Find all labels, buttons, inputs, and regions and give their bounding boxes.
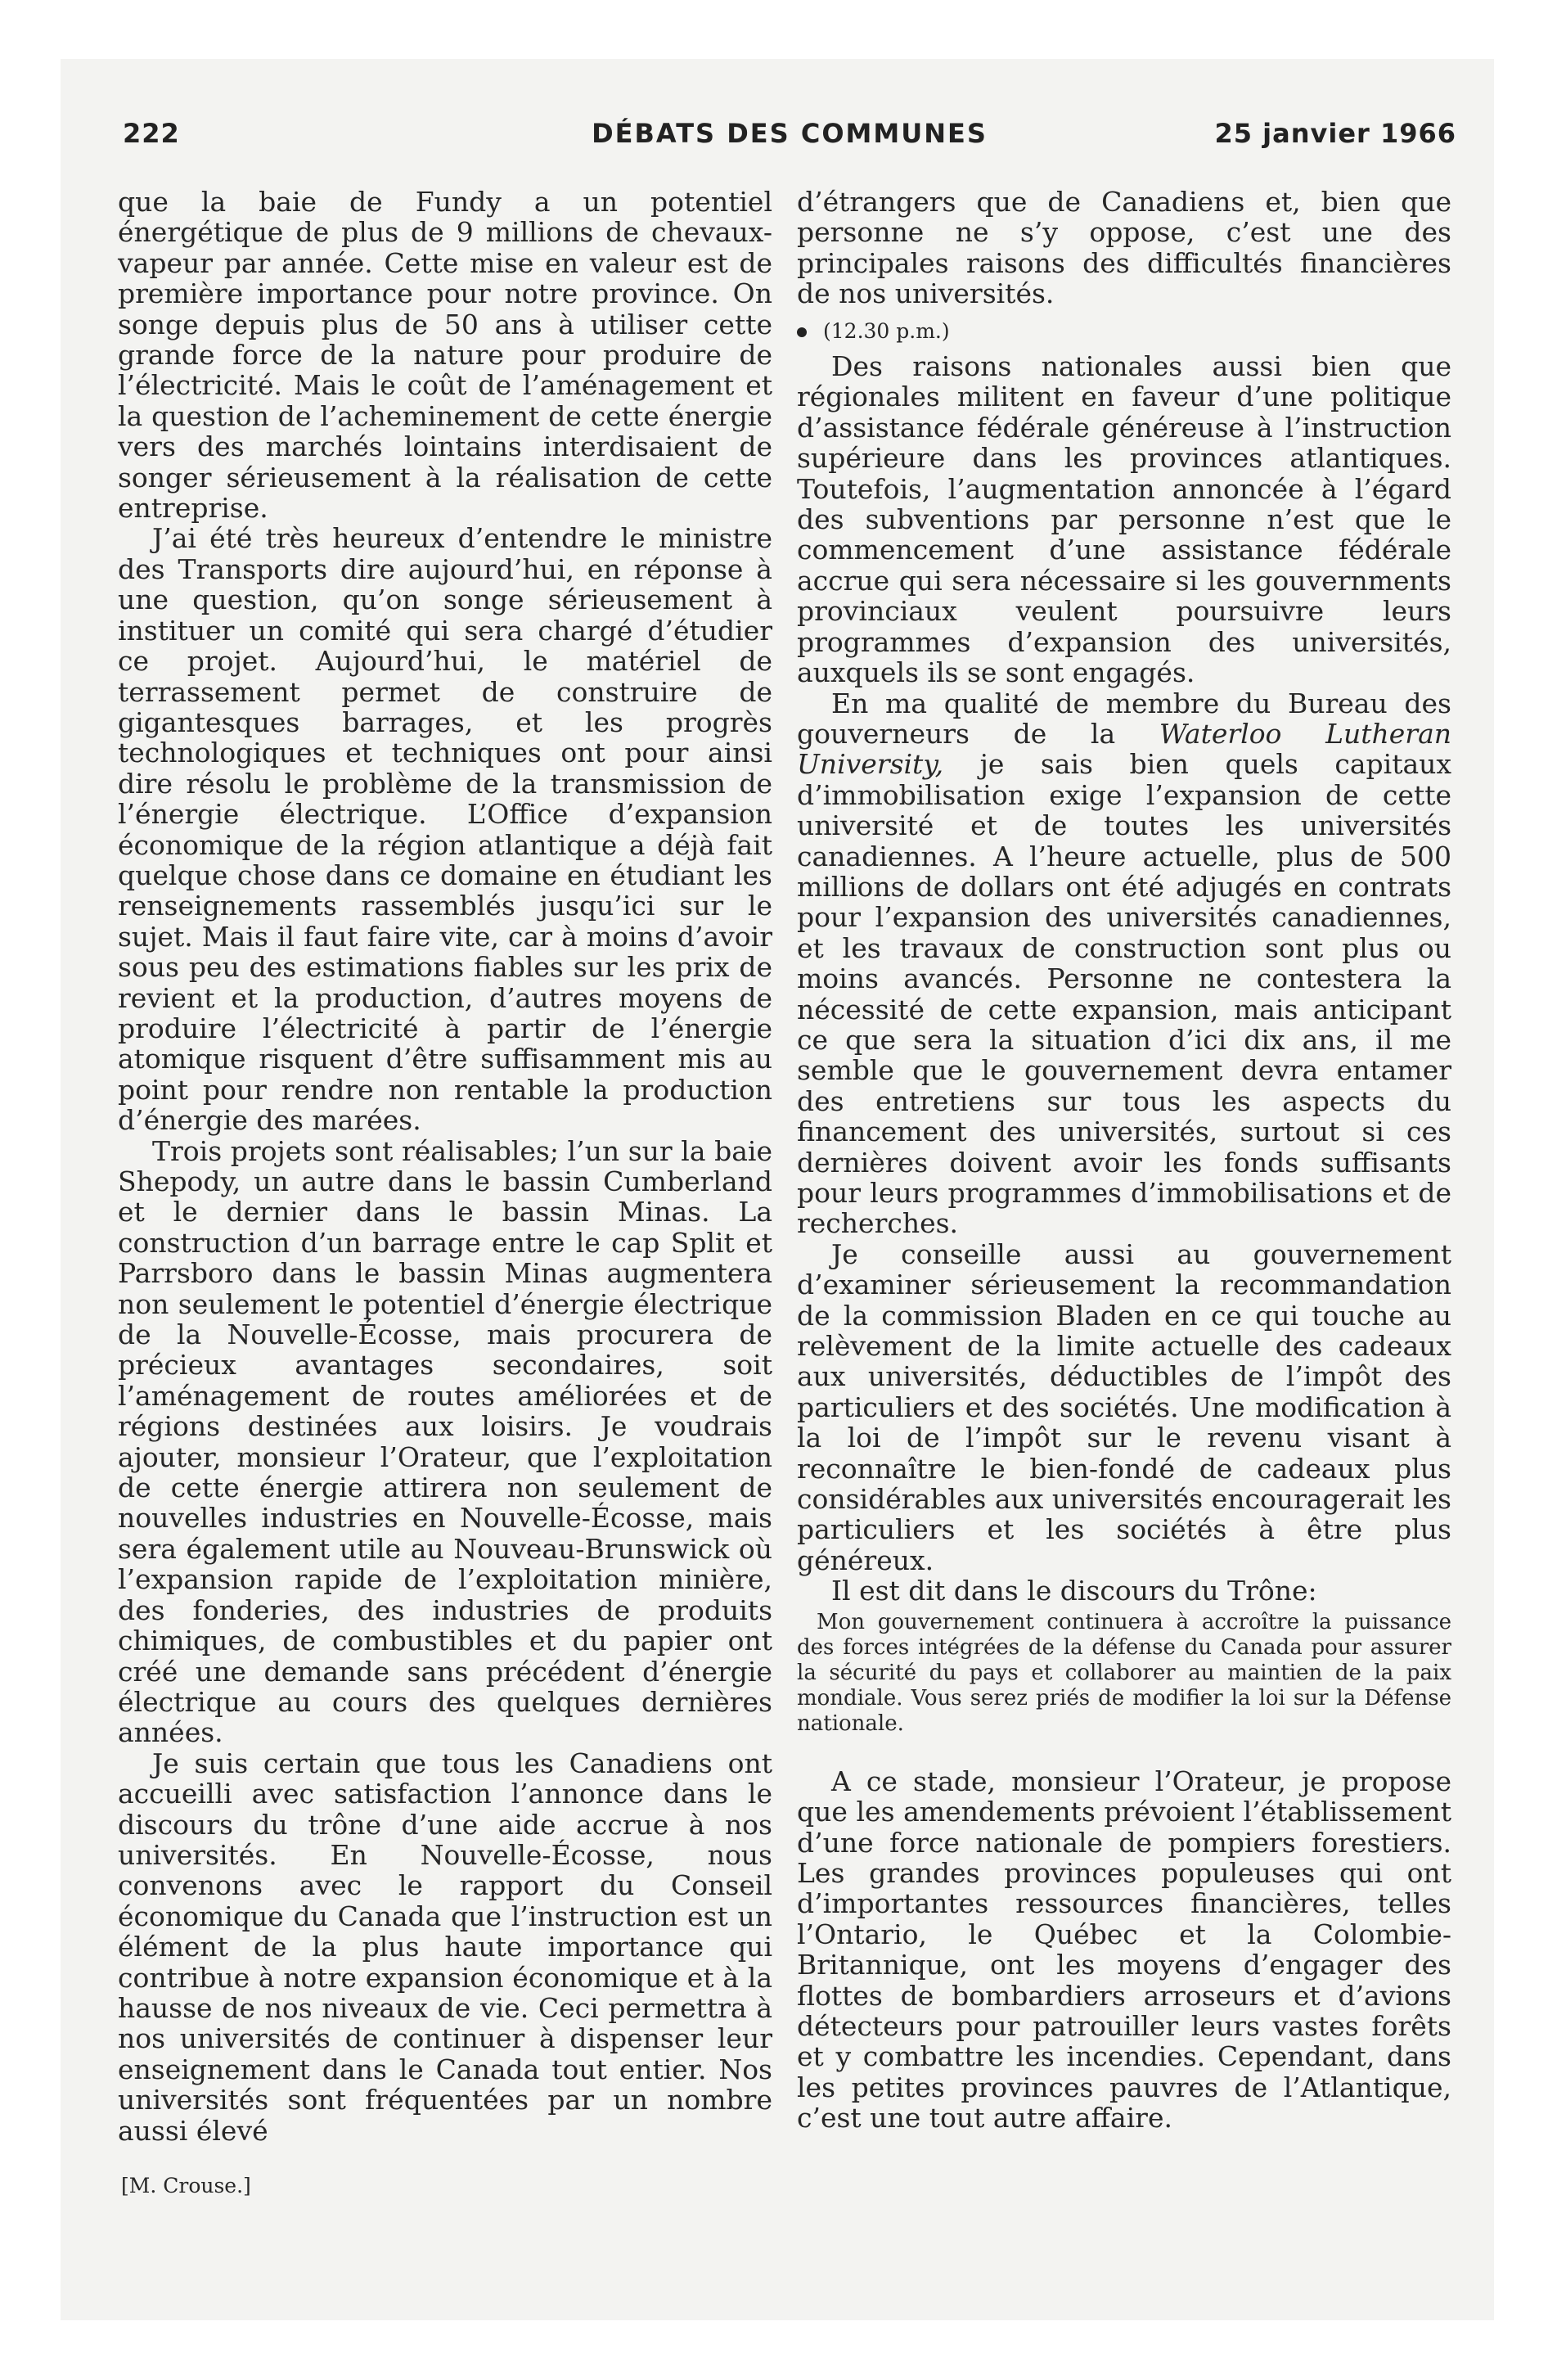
paragraph: d’étrangers que de Canadiens et, bien que personne ne s’y oppose, c’est une des principales raisons des difficultés financières de nos universités. bbox=[797, 186, 1451, 310]
paragraph: Des raisons nationales aussi bien que régionales militent en faveur d’une politique d’assistance fédérale généreuse à l’instruction supérieure dans les provinces atlantiques. Toutefois, l’augmentation annoncée à l’égard des subventions par personne n’est que le commencement d’une assistance fédérale accrue qui sera nécessaire si les gouvernments provinciaux veulent poursuivre leurs programmes d’expansion des universités, auxquels ils se sont engagés. bbox=[797, 350, 1451, 689]
text-run: En ma qualité de membre du Bureau des gouverneurs de la bbox=[797, 687, 1451, 750]
paragraph: Trois projets sont réalisables; l’un sur la baie Shepody, un autre dans le bassin Cumberland et le dernier dans le bassin Minas. La construction d’un barrage entre le cap Split et Parrsboro dans le bassin Minas augmentera non seulement le potentiel d’énergie électrique de la Nouvelle-Écosse, mais procurera de précieux avantages secondaires, soit l’aménagement de routes améliorées et de régions destinées aux loisirs. Je voudrais ajouter, monsieur l’Orateur, que l’exploitation de cette énergie attirera non seulement de nouvelles industries en Nouvelle-Écosse, mais sera également utile au Nouveau-Brunswick où l’expansion rapide de l’exploitation minière, des fonderies, des industries de produits chimiques, de combustibles et du papier ont créé une demande sans précédent d’énergie électrique au cours des quelques dernières années. bbox=[118, 1134, 772, 1749]
running-title: DÉBATS DES COMMUNES bbox=[592, 118, 988, 149]
left-column bbox=[118, 187, 772, 2201]
paragraph: A ce stade, monsieur l’Orateur, je propose que les amendements prévoient l’établissement d’une force nationale de pompiers forestiers. Les grandes provinces populeuses qui ont d’importantes ressources financières, telles l’Ontario, le Québec et la Colombie-Britannique, ont les moyens d’engager des flottes de bombardiers arroseurs et d’avions détecteurs pour patrouiller leurs vastes forêts et y combattre les incendies. Cependant, dans les petites provinces pauvres de l’Atlantique, c’est une tout autre affaire. bbox=[797, 1765, 1451, 2134]
paragraph: que la baie de Fundy a un potentiel énergétique de plus de 9 millions de chevaux-vapeur par année. Cette mise en valeur est de première importance pour notre province. On songe depuis plus de 50 ans à utiliser cette grande force de la nature pour produire de l’électricité. Mais le coût de l’aménagement et la question de l’acheminement de cette énergie vers des marchés lointains interdisaient de songer sérieusement à la réalisation de cette entreprise. bbox=[118, 186, 772, 525]
right-column bbox=[797, 187, 1451, 2134]
paragraph: J’ai été très heureux d’entendre le ministre des Transports dire aujourd’hui, en réponse à une question, qu’on songe sérieusement à instituer un comité qui sera chargé d’étudier ce projet. Aujourd’hui, le matériel de terrassement permet de construire de gigantesques barrages, et les progrès technologiques et techniques ont pour ainsi dire résolu le problème de la transmission de l’énergie électrique. L’Office d’expansion économique de la région atlantique a déjà fait quelque chose dans ce domaine en étudiant les renseignements rassemblés jusqu’ici sur le sujet. Mais il faut faire vite, car à moins d’avoir sous peu des estimations fiables sur les prix de revient et la production, d’autres moyens de produire l’électricité à partir de l’énergie atomique risquent d’être suffisamment mis au point pour rendre non rentable la production d’énergie des marées. bbox=[118, 522, 772, 1137]
page-number: 222 bbox=[123, 118, 180, 149]
throne-speech-quote: Mon gouvernement continuera à accroître la puissance des forces intégrées de la défense du Canada pour assurer la sécurité du pays et collaborer au maintien de la paix mondiale. Vous serez priés de modifier la loi sur la Défense nationale. bbox=[797, 1609, 1451, 1736]
text-run: je sais bien quels capitaux d’immobilisation exige l’expansion de cette université et de toutes les universités canadiennes. A l’heure actuelle, plus de 500 millions de dollars ont été adjugés en contrats pour l’expansion des universités canadiennes, et les travaux de construction sont plus ou moins avancés. Personne ne contestera la nécessité de cette expansion, mais anticipant ce que sera la situation d’ici dix ans, il me semble que le gouvernement devra entamer des entretiens sur tous les aspects du financement des universités, surtout si ces dernières doivent avoir les fonds suffisants pour leurs programmes d’immobilisations et de recherches. bbox=[797, 748, 1451, 1240]
paragraph: Je suis certain que tous les Canadiens ont accueilli avec satisfaction l’annonce dans le discours du trône d’une aide accrue à nos universités. En Nouvelle-Écosse, nous convenons avec le rapport du Conseil économique du Canada que l’instruction est un élément de la plus haute importance qui contribue à notre expansion économique et à la hausse de nos niveaux de vie. Ceci permettra à nos universités de continuer à dispenser leur enseignement dans le Canada tout entier. Nos universités sont fréquentées par un nombre aussi élevé bbox=[118, 1747, 772, 2147]
page-header bbox=[123, 118, 1456, 159]
time-marker bbox=[797, 316, 1451, 346]
paragraph: Il est dit dans le discours du Trône: bbox=[831, 1575, 1317, 1607]
page-date: 25 janvier 1966 bbox=[1214, 118, 1456, 149]
speaker-attribution: [M. Crouse.] bbox=[121, 2174, 251, 2197]
institution-name: Waterloo Lutheran University, bbox=[797, 717, 1452, 781]
time-stamp: (12.30 p.m.) bbox=[823, 318, 950, 343]
paragraph bbox=[797, 688, 1451, 1239]
paragraph: Je conseille aussi au gouvernement d’examiner sérieusement la recommandation de la commission Bladen en ce qui touche au relèvement de la limite actuelle des cadeaux aux universités, déductibles de l’impôt des particuliers et des sociétés. Une modification à la loi de l’impôt sur le revenu visant à reconnaître le bien-fondé de cadeaux plus considérables aux universités encouragerait les particuliers et les sociétés à être plus généreux. bbox=[797, 1237, 1451, 1576]
bullet-icon bbox=[797, 327, 807, 337]
